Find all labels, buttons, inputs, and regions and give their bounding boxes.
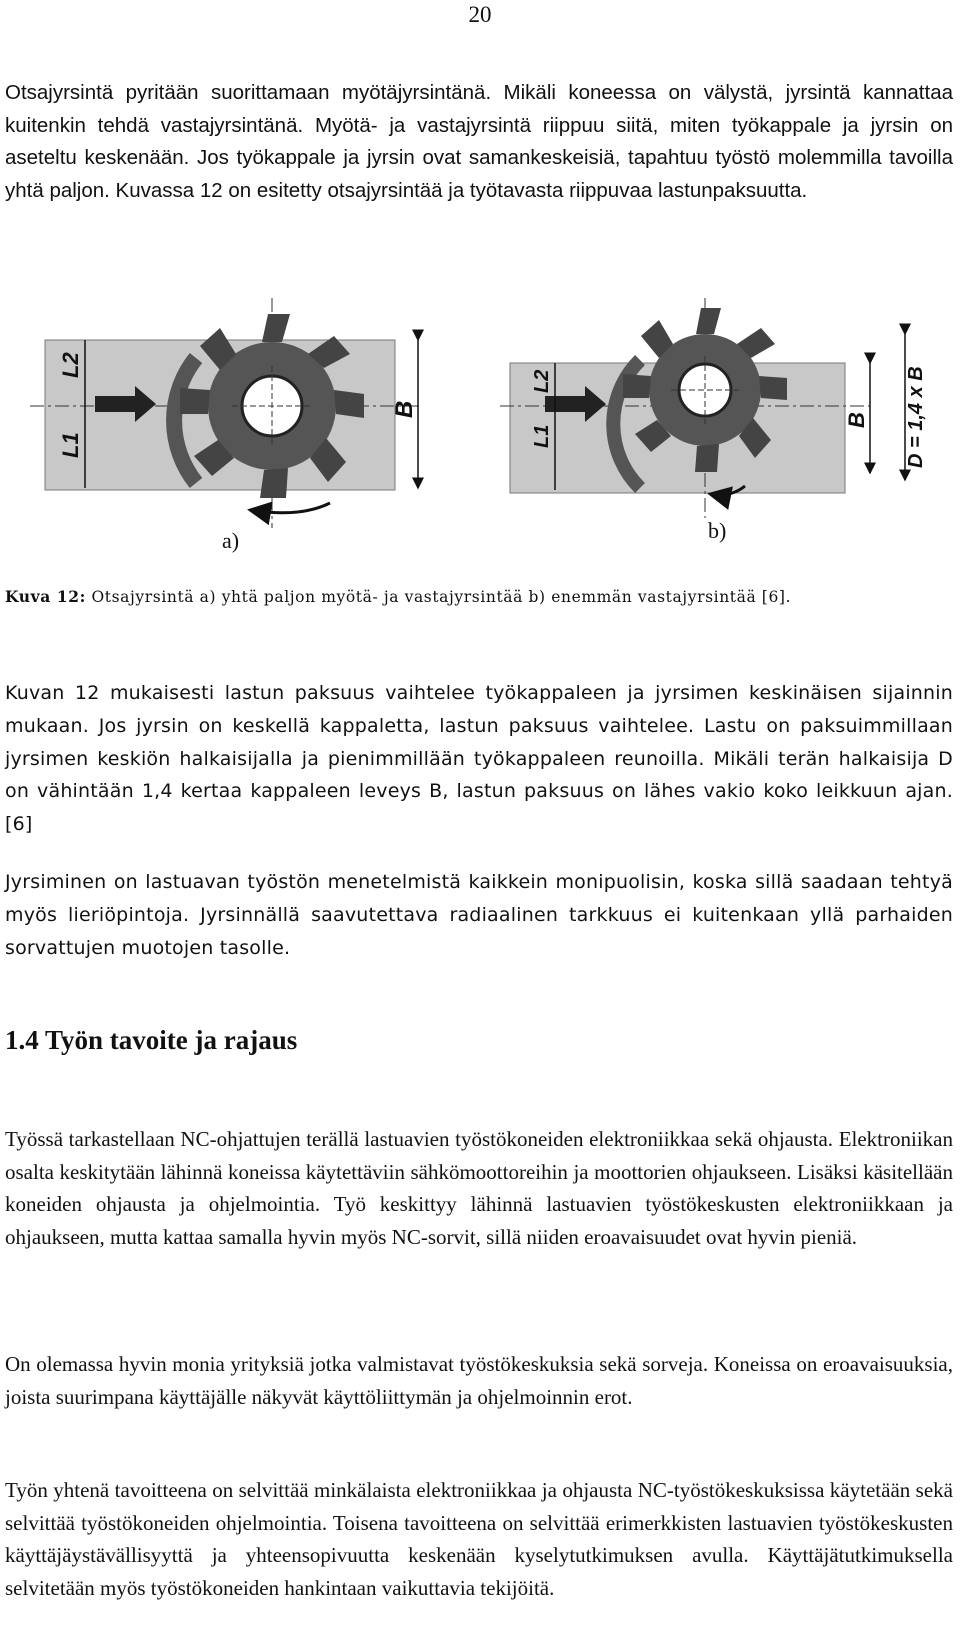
diagram-b [500,298,927,518]
paragraph-goals: Työn yhtenä tavoitteena on selvittää minkälaista elektroniikkaa ja ohjausta NC-työstökeskuksissa käytetään sekä selvittää työstökoneiden ohjelmointia. Toisena tavoitteena on selvittää erimerkkisten lastuavien työstökeskusten käyttäjäystävällisyyttä ja yhteensopivuutta keskenään kyselytutkimuksen avulla. Käyttäjätutkimuksella selvitetään myös työstökoneiden hankintaan vaikuttavia tekijöitä. [5,1478,953,1601]
section-heading: 1.4 Työn tavoite ja rajaus [5,1025,298,1055]
label-a-B: B [391,400,418,418]
figure-label-b: b) [708,518,727,543]
paragraph-scope: Työssä tarkastellaan NC-ohjattujen terällä lastuavien työstökoneiden elektroniikkaa sekä ohjausta. Elektroniikan osalta keskitytään lähinnä koneissa käytettäviin sähkömoottoreihin ja moottorien ohjaukseen. Lisäksi käsitellään koneiden ohjausta ja ohjelmointia. Työ keskittyy lähinnä lastuavien työstökeskusten elektroniikkaan ja ohjaukseen, mutta kattaa samalla hyvin myös NC-sorvit, sillä niiden eroavaisuudet ovat hyvin pieniä. [5,1127,953,1250]
label-b-L1: L1 [531,424,553,448]
paragraph-manufacturers: On olemassa hyvin monia yrityksiä jotka valmistavat työstökeskuksia sekä sorveja. Koneissa on eroavaisuuksia, joista suurimpana käyttäjälle näkyvät käyttöliittymän ja ohjelmoinnin erot. [5,1352,953,1409]
cutter-b [623,308,787,472]
caption-prefix: Kuva 12: [5,587,86,606]
paragraph-intro: Otsajyrsintä pyritään suorittamaan myötäjyrsintänä. Mikäli koneessa on välystä, jyrsintä kannattaa kuitenkin tehdä vastajyrsintänä. Myötä- ja vastajyrsintä riippuu siitä, miten työkappale ja jyrsin on aseteltu keskenään. Jos työkappale ja jyrsin ovat samankeskeisiä, tapahtuu työstö molemmilla tavoilla yhtä paljon. Kuvassa 12 on esitetty otsajyrsintää ja työtavasta riippuvaa lastunpaksuutta. [5,81,953,202]
figure-label-a: a) [222,528,240,553]
figure-caption [5,587,791,606]
face-milling-diagram [0,298,960,598]
label-a-L1: L1 [58,432,83,458]
caption-text: Otsajyrsintä a) yhtä paljon myötä- ja vastajyrsintää b) enemmän vastajyrsintää [6]. [85,588,792,606]
paragraph-chip-thickness: Kuvan 12 mukaisesti lastun paksuus vaihtelee työkappaleen ja jyrsimen keskinäisen sijainnin mukaan. Jos jyrsin on keskellä kappaletta, lastun paksuus vaihtelee. Lastu on paksuimmillaan jyrsimen keskiön halkaisijalla ja pienimmillään työkappaleen reunoilla. Mikäli terän halkaisija D on vähintään 1,4 kertaa kappaleen leveys B, lastun paksuus on lähes vakio koko leikkuun ajan. [6] [5,682,953,836]
figure-face-milling [0,298,960,598]
label-a-L2: L2 [58,352,83,378]
paragraph-milling-versatility: Jyrsiminen on lastuavan työstön menetelmistä kaikkein monipuolisin, koska sillä saadaan tehtyä myös lieriöpintoja. Jyrsinnällä saavutettava radiaalinen tarkkuus ei kuitenkaan yllä parhaiden sorvattujen muotojen tasolle. [5,871,953,959]
label-b-D: D = 1,4 x B [905,366,927,468]
label-b-B: B [844,412,869,428]
cutter-a [180,314,364,498]
diagram-a [30,298,420,528]
label-b-L2: L2 [531,369,553,393]
rotation-arrow-a [250,503,330,513]
page-number: 20 [468,2,492,27]
